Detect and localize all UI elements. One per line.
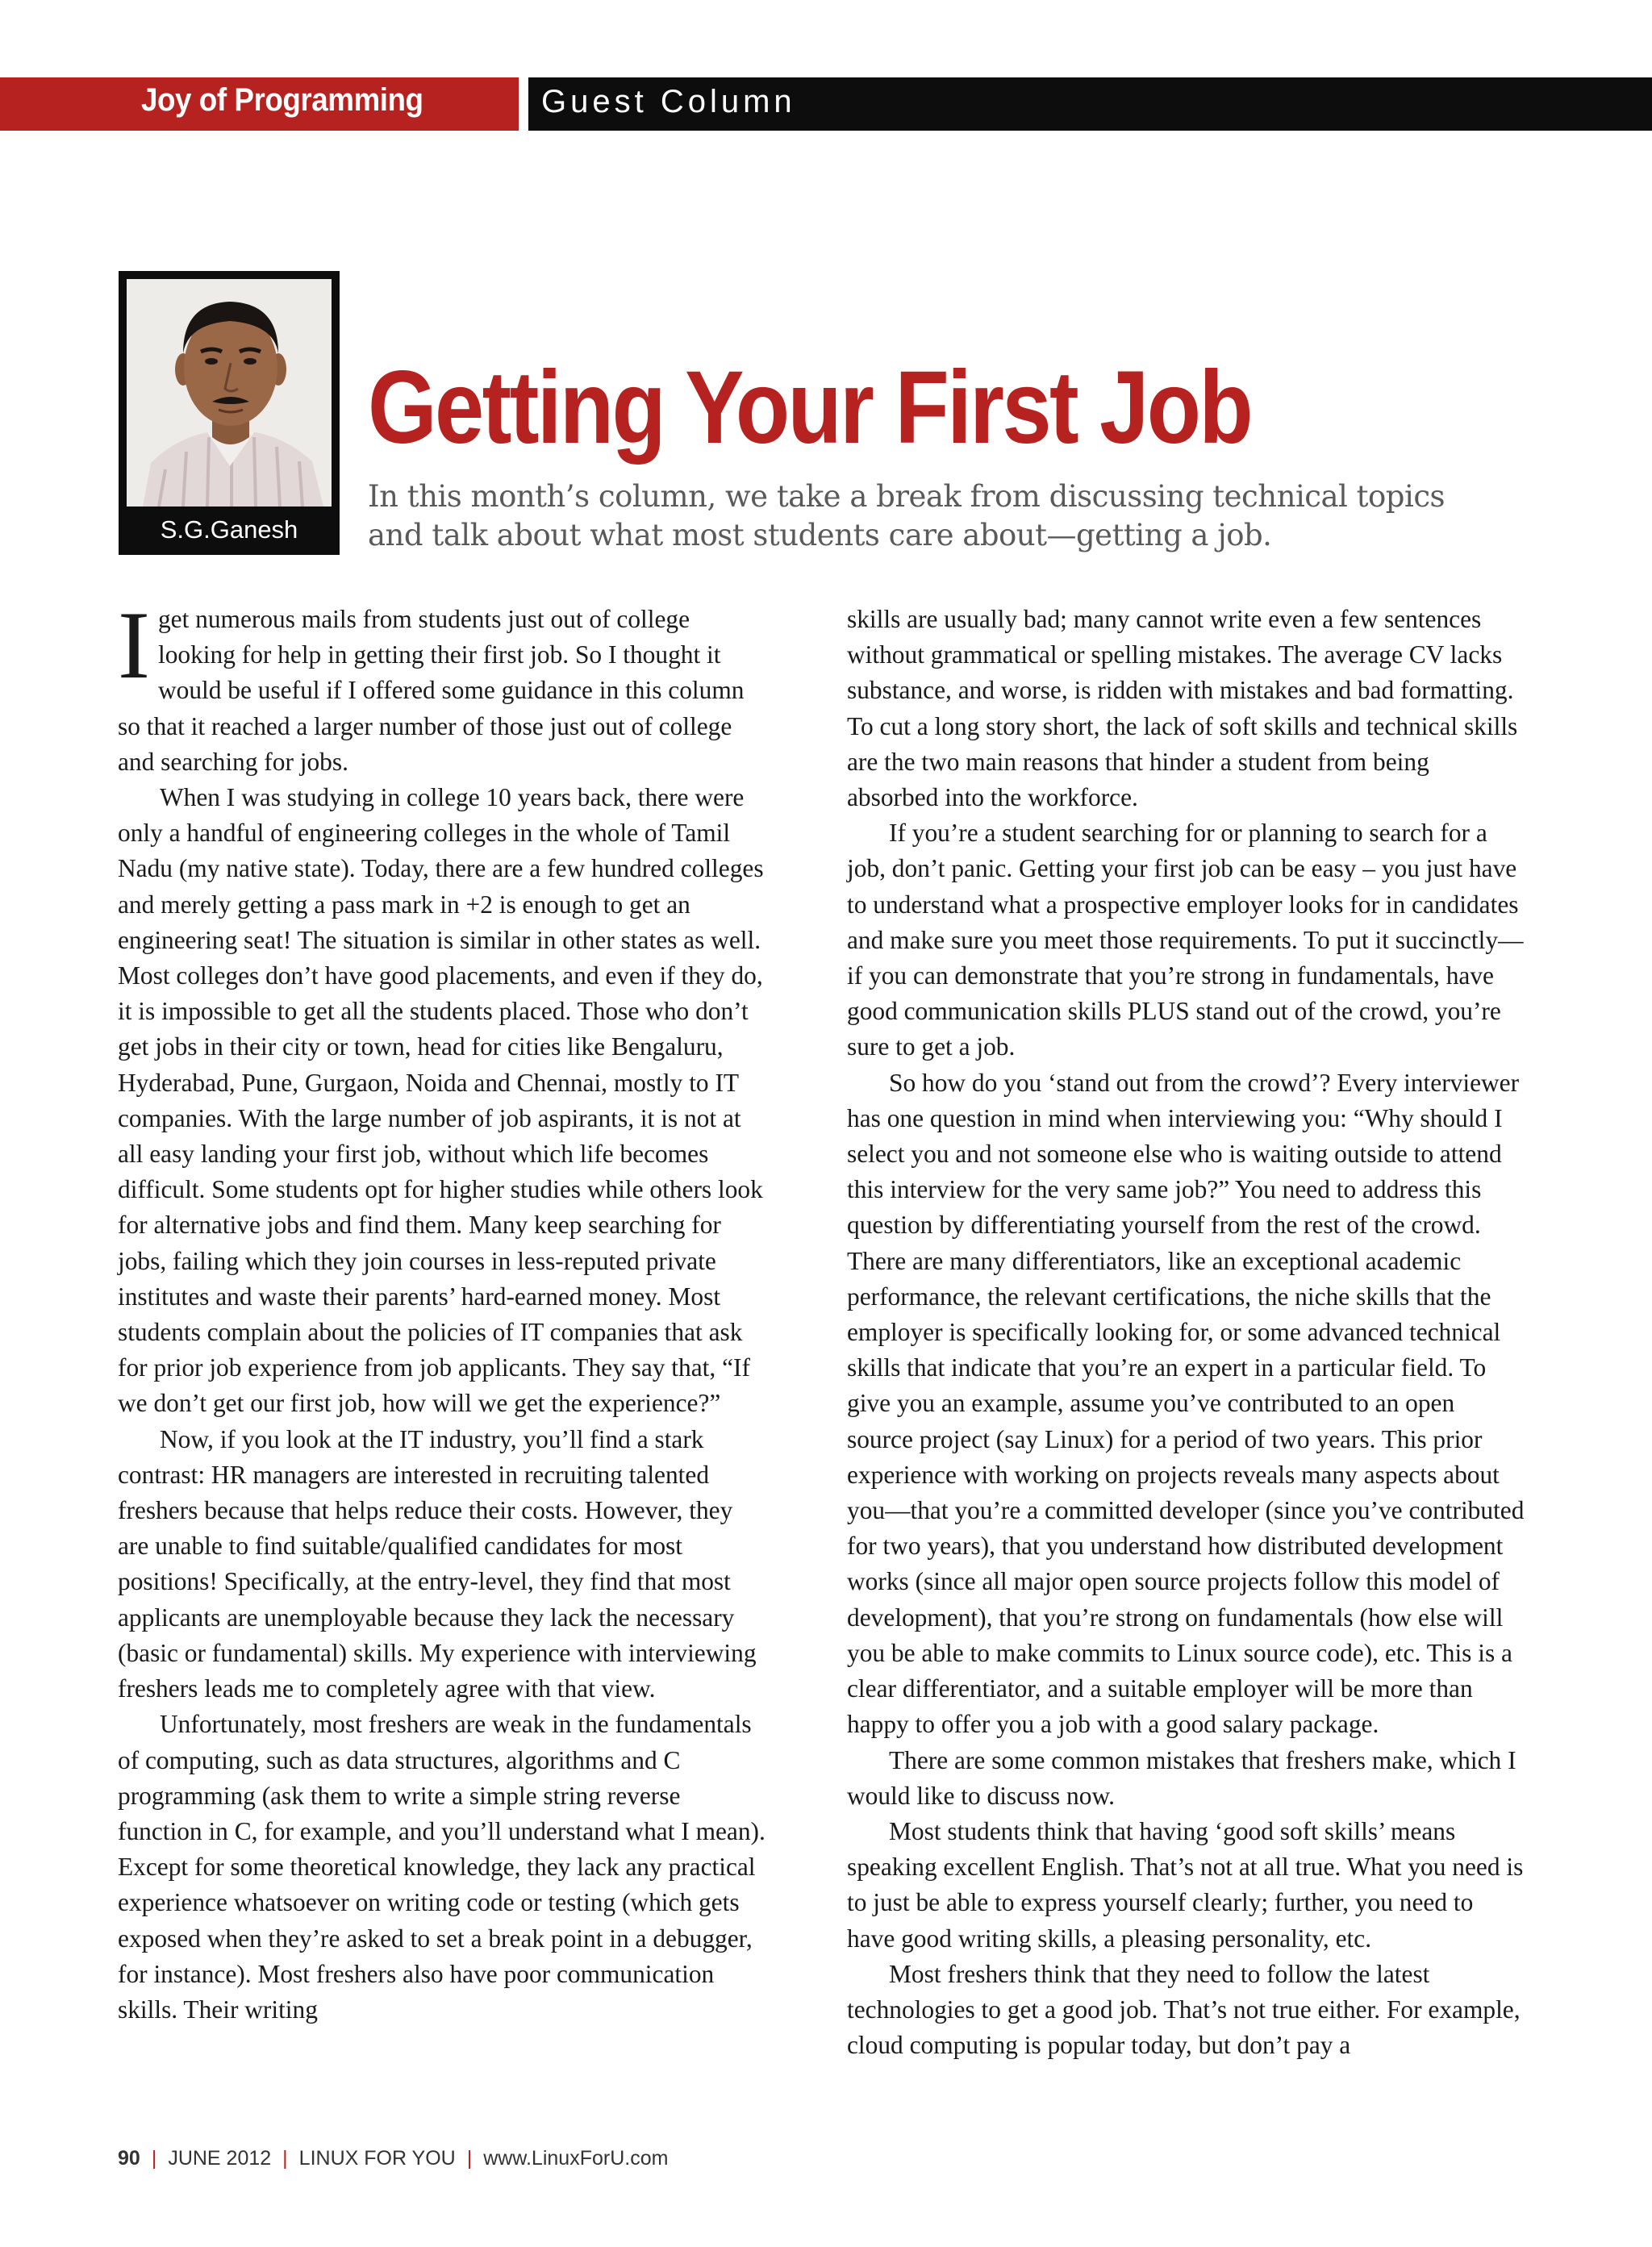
paragraph: Most students think that having ‘good soft skills’ means speaking excellent English. That’s not at all true. What you need is to just be able to express yourself clearly; further, you need to have good writing skills, a pleasing personality, etc. [847, 1816, 1524, 1953]
author-name: S.G.Ganesh [160, 515, 298, 544]
paragraph: skills are usually bad; many cannot write even a few sentences without grammatical or spelling mistakes. The average CV lacks substance, and worse, is ridden with mistakes and bad formatting. To cut a long story short, the lack of soft skills and technical skills are the two main reasons that hinder a student from being absorbed into the workforce. [847, 605, 1518, 812]
author-photo [127, 279, 332, 507]
drop-cap: I [118, 591, 150, 698]
paragraph-text: get numerous mails from students just out of college looking for help in getting their first job. So I thought it would be useful if I offered some guidance in this column so that it reached a larger number of those just out of college and searching for jobs. [118, 605, 745, 776]
magazine-name: LINUX FOR YOU [298, 2147, 456, 2170]
page-footer [118, 2147, 668, 2170]
article-column-left [118, 591, 768, 2028]
footer-divider: | [282, 2147, 288, 2170]
page-number: 90 [118, 2147, 140, 2170]
article-subtitle: In this month’s column, we take a break from discussing technical topics and talk about what most students care about—getting a job. [368, 479, 1446, 552]
section-label: Joy of Programming [141, 82, 423, 118]
paragraph: Most freshers think that they need to follow the latest technologies to get a good job. That’s not true either. For example, cloud computing is popular today, but don’t pay a [847, 1959, 1521, 2060]
paragraph: Unfortunately, most freshers are weak in the fundamentals of computing, such as data structures, algorithms and C programming (ask them to write a simple string reverse function in C, for example, and you’ll understand what I mean). Except for some theoretical knowledge, they lack any practical experience whatsoever on writing code or testing (which gets exposed when they’re asked to set a break point in a debugger, for instance). Most freshers also have poor communication skills. Their writing [118, 1710, 766, 2024]
paragraph: When I was studying in college 10 years back, there were only a handful of engineering colleges in the whole of Tamil Nadu (my native state). Today, there are a few hundred colleges and merely getting a pass mark in +2 is enough to get an engineering seat! The situation is similar in other states as well. Most colleges don’t have good placements, and even if they do, it is impossible to get all the students placed. Those who don’t get jobs in their city or town, head for cities like Bengaluru, Hyderabad, Pune, Gurgaon, Noida and Chennai, mostly to IT companies. With the large number of job aspirants, it is not at all easy landing your first job, without which life becomes difficult. Some students opt for higher studies while others look for alternative jobs and find them. Many keep searching for jobs, failing which they join courses in less-reputed private institutes and waste their parents’ hard-earned money. Most students complain about the policies of IT companies that ask for prior job experience from job applicants. They say that, “If we don’t get our first job, how will we get the experience?” [118, 783, 764, 1418]
paragraph [118, 591, 768, 780]
issue-date: JUNE 2012 [168, 2147, 272, 2170]
paragraph: There are some common mistakes that freshers make, which I would like to discuss now. [847, 1745, 1516, 1810]
article-column-right [847, 602, 1525, 2063]
author-portrait-image [127, 279, 332, 507]
footer-divider: | [466, 2147, 473, 2170]
paragraph: If you’re a student searching for or planning to search for a job, don’t panic. Getting your first job can be easy – you just have to understand what a prospective employer looks for in candidates and make sure you meet those requirements. To put it succinctly—if you can demonstrate that you’re strong in fundamentals, have good communication skills PLUS stand out of the crowd, you’re sure to get a job. [847, 819, 1524, 1061]
section-banner [0, 77, 519, 131]
column-banner [528, 77, 1652, 131]
magazine-url: www.LinuxForU.com [483, 2147, 669, 2170]
author-box [119, 271, 340, 555]
article-title: Getting Your First Job [368, 350, 1252, 465]
paragraph: Now, if you look at the IT industry, you’ll find a stark contrast: HR managers are interested in recruiting talented freshers because that helps reduce their costs. However, they are unable to find suitable/qualified candidates for most positions! Specifically, at the entry-level, they find that most applicants are unemployable because they lack the necessary (basic or fundamental) skills. My experience with interviewing freshers leads me to completely agree with that view. [118, 1424, 757, 1703]
paragraph: So how do you ‘stand out from the crowd’? Every interviewer has one question in mind when interviewing you: “Why should I select you and not someone else who is waiting outside to attend this interview for the very same job?” You need to address this question by differentiating yourself from the rest of the crowd. There are many differentiators, like an exceptional academic performance, the relevant certifications, the niche skills that the employer is specifically looking for, or some advanced technical skills that indicate that you’re an expert in a particular field. To give you an example, assume you’ve contributed to an open source project (say Linux) for a period of two years. This prior experience with working on projects reveals many aspects about you—that you’re a committed developer (since you’ve contributed for two years), that you understand how distributed development works (since all major open source projects follow this model of development), that you’re strong on fundamentals (how else will you be able to make commits to Linux source code), etc. This is a clear differentiator, and a suitable employer will be more than happy to offer you a job with a good salary package. [847, 1068, 1525, 1739]
column-type-label: Guest Column [541, 84, 796, 119]
footer-divider: | [151, 2147, 157, 2170]
